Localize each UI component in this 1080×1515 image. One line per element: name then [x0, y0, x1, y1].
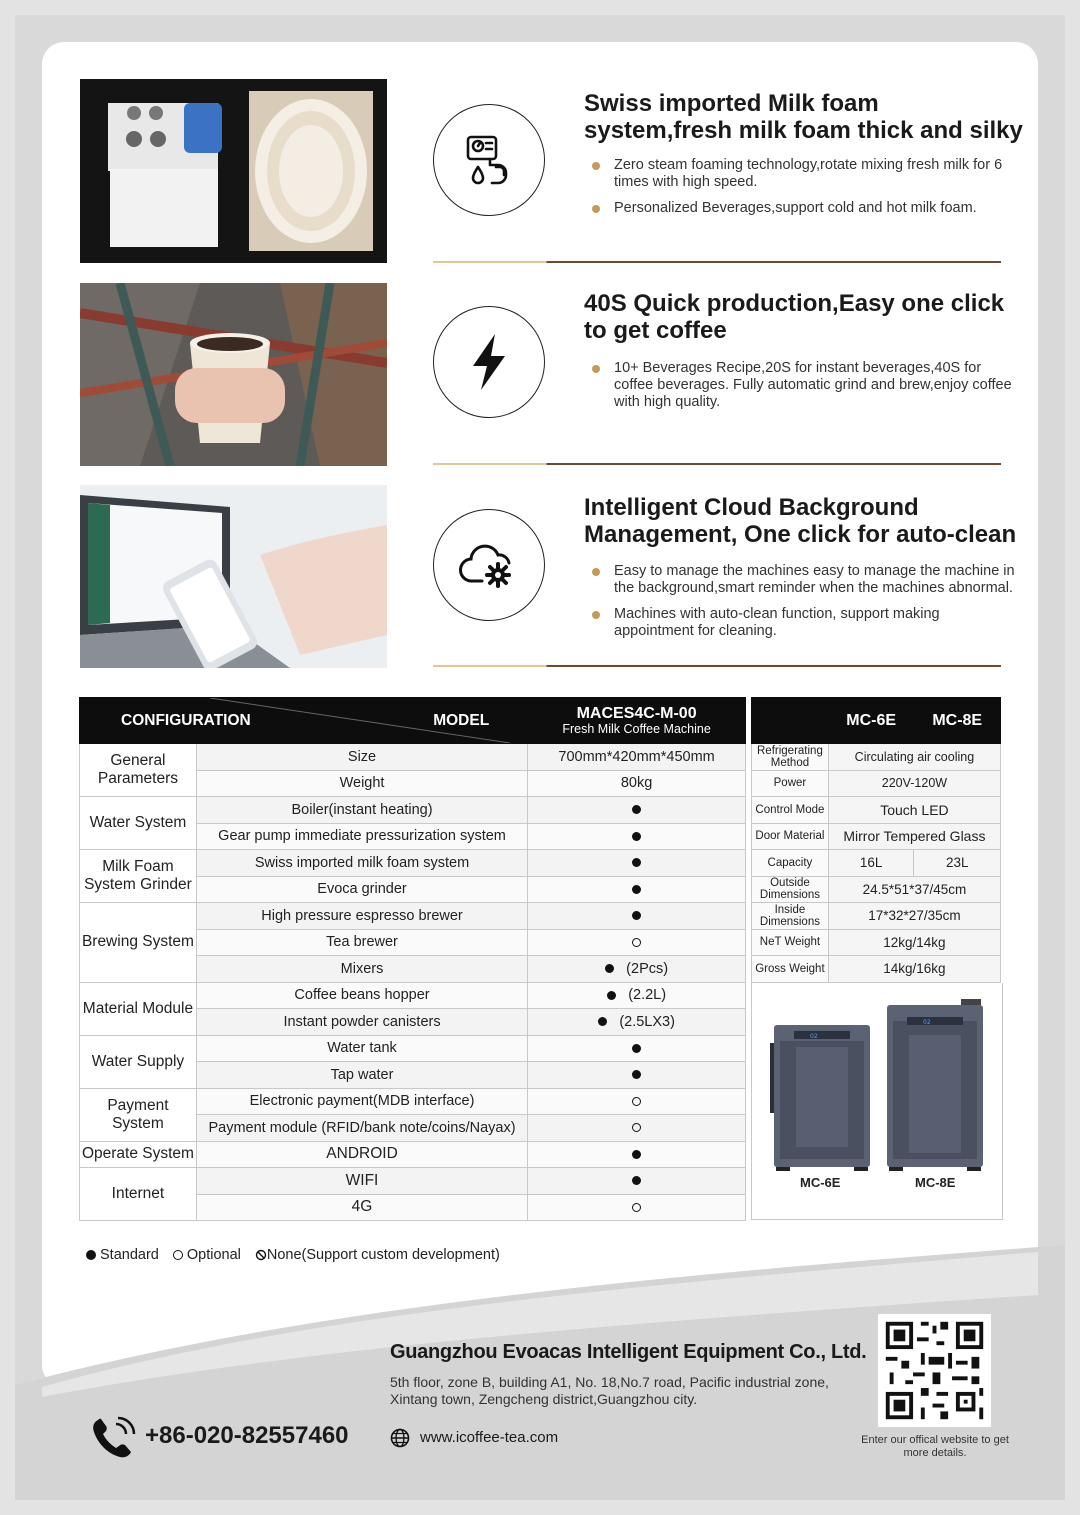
legend-standard-label: Standard [100, 1247, 159, 1263]
legend-none-label: None(Support custom development) [266, 1247, 500, 1263]
item-cell: Swiss imported milk foam system [196, 850, 527, 877]
configuration-table [79, 697, 746, 1221]
item-cell: Instant powder canisters [196, 1009, 527, 1036]
item-cell: Tea brewer [196, 929, 527, 956]
lightning-bolt-icon [433, 306, 545, 418]
feature-bullet: Zero steam foaming technology,rotate mixing fresh milk for 6 times with high speed. [592, 157, 1022, 191]
table-row [752, 876, 1001, 903]
corner-cell [752, 698, 829, 744]
item-cell: Electronic payment(MDB interface) [196, 1088, 527, 1115]
group-label: Milk Foam System Grinder [80, 850, 197, 903]
cloud-gear-icon [433, 509, 545, 621]
mc8e-image-label: MC-8E [915, 1175, 956, 1190]
fridge-spec-table [751, 697, 1001, 983]
spec-label: Control Mode [752, 797, 829, 824]
model-name: MACES4C-M-00 [576, 705, 697, 722]
spec-value: 23L [914, 850, 1001, 877]
item-cell: ANDROID [196, 1141, 527, 1168]
item-cell: High pressure espresso brewer [196, 903, 527, 930]
table-row [752, 850, 1001, 877]
table-row [80, 1168, 746, 1195]
item-cell: Mixers [196, 956, 527, 983]
mc8e-header: MC-8E [914, 698, 1001, 744]
milk-foam-system-icon [433, 104, 545, 216]
model-desc: Fresh Milk Coffee Machine [562, 722, 711, 736]
table-row [752, 744, 1001, 771]
standard-mark [598, 1017, 607, 1026]
spec-label: Inside Dimensions [752, 903, 829, 930]
standard-mark [632, 832, 641, 841]
group-label: Water System [80, 797, 197, 850]
standard-mark [632, 885, 641, 894]
feature-bullet: 10+ Beverages Recipe,20S for instant beverages,40S for coffee beverages. Fully automatic grind and brew,enjoy coffee with high quality. [592, 360, 1022, 411]
value-cell: 700mm*420mm*450mm [528, 744, 746, 771]
optional-mark [632, 1203, 641, 1212]
mc8e-display: 02 [923, 1019, 931, 1026]
item-cell: WIFI [196, 1168, 527, 1195]
spec-label: NeT Weight [752, 929, 829, 956]
standard-mark [605, 964, 614, 973]
spec-label: Capacity [752, 850, 829, 877]
table-row [80, 1141, 746, 1168]
value-note: (2Pcs) [626, 960, 669, 977]
table-row [80, 1088, 746, 1115]
feature-bullets [592, 563, 1022, 649]
coffee-cup-photo [80, 283, 387, 466]
spec-value: Mirror Tempered Glass [828, 823, 1000, 850]
standard-mark [632, 911, 641, 920]
spec-value: Touch LED [828, 797, 1000, 824]
mc6e-header: MC-6E [828, 698, 914, 744]
table-header-config [80, 698, 528, 744]
phone-icon [92, 1416, 136, 1458]
standard-mark [632, 858, 641, 867]
value-note: (2.5LX3) [619, 1013, 675, 1030]
feature-bullet: Easy to manage the machines easy to manage the machine in the background,smart reminder when the machines abnormal. [592, 563, 1022, 597]
item-cell: Weight [196, 770, 527, 797]
globe-icon [390, 1428, 410, 1448]
table-row [80, 1035, 746, 1062]
spec-value: 24.5*51*37/45cm [828, 876, 1000, 903]
mc8e-fridge-image [887, 999, 983, 1171]
item-cell: Size [196, 744, 527, 771]
mc6e-fridge-image [770, 1025, 870, 1171]
item-cell: Payment module (RFID/bank note/coins/Nayax) [196, 1115, 527, 1142]
spec-label: Door Material [752, 823, 829, 850]
qr-code[interactable] [878, 1314, 991, 1427]
table-row [752, 929, 1001, 956]
table-row [752, 903, 1001, 930]
standard-mark [632, 1176, 641, 1185]
spec-label: Gross Weight [752, 956, 829, 983]
mc6e-image-label: MC-6E [800, 1175, 841, 1190]
legend-optional-label: Optional [186, 1247, 241, 1263]
model-label: MODEL [433, 712, 490, 729]
group-label: Payment System [80, 1088, 197, 1141]
feature-title: Swiss imported Milk foam system,fresh milk foam thick and silky [584, 90, 1023, 144]
table-row [752, 823, 1001, 850]
standard-mark [632, 1070, 641, 1079]
cloud-management-photo [80, 485, 387, 668]
group-label: Operate System [80, 1141, 197, 1168]
model-header [528, 698, 746, 744]
table-row [80, 850, 746, 877]
standard-mark [632, 1150, 641, 1159]
spec-value: 220V-120W [828, 770, 1000, 797]
table-row [752, 797, 1001, 824]
item-cell: Boiler(instant heating) [196, 797, 527, 824]
feature-bullets [592, 360, 1022, 420]
table-row [80, 982, 746, 1009]
feature-title: 40S Quick production,Easy one click to get coffee [584, 290, 1005, 344]
spec-value: 17*32*27/35cm [828, 903, 1000, 930]
group-label: General Parameters [80, 744, 197, 797]
table-row [80, 744, 746, 771]
divider [433, 463, 1001, 465]
fridge-images [751, 983, 1003, 1220]
item-cell: Coffee beans hopper [196, 982, 527, 1009]
spec-value: Circulating air cooling [828, 744, 1000, 771]
optional-mark [632, 938, 641, 947]
mc6e-display: 02 [810, 1033, 818, 1040]
qr-caption: Enter our offical website to get more details. [861, 1434, 1009, 1459]
standard-mark [632, 805, 641, 814]
group-label: Water Supply [80, 1035, 197, 1088]
divider [433, 261, 1001, 263]
item-cell: 4G [196, 1194, 527, 1221]
divider [433, 665, 1001, 667]
company-name: Guangzhou Evoacas Intelligent Equipment Co., Ltd. [390, 1341, 867, 1363]
item-cell: Tap water [196, 1062, 527, 1089]
item-cell: Evoca grinder [196, 876, 527, 903]
value-note: (2.2L) [628, 987, 667, 1004]
feature-bullet: Personalized Beverages,support cold and hot milk foam. [592, 200, 1022, 217]
company-address: 5th floor, zone B, building A1, No. 18,No.7 road, Pacific industrial zone, Xintang town, Zengcheng district,Guangzhou city. [390, 1374, 829, 1407]
spec-value: 12kg/14kg [828, 929, 1000, 956]
table-row [752, 956, 1001, 983]
optional-mark [632, 1097, 641, 1106]
standard-mark [607, 991, 616, 1000]
group-label: Internet [80, 1168, 197, 1221]
value-cell: 80kg [528, 770, 746, 797]
website-link[interactable]: www.icoffee-tea.com [420, 1429, 559, 1446]
spec-label: Refrigerating Method [752, 744, 829, 771]
spec-value: 14kg/16kg [828, 956, 1000, 983]
spec-label: Outside Dimensions [752, 876, 829, 903]
item-cell: Gear pump immediate pressurization system [196, 823, 527, 850]
config-label: CONFIGURATION [121, 712, 251, 729]
milk-foam-photo [80, 79, 387, 263]
feature-title: Intelligent Cloud Background Management, One click for auto-clean [584, 494, 1017, 548]
table-row [80, 797, 746, 824]
group-label: Brewing System [80, 903, 197, 983]
table-row [752, 770, 1001, 797]
table-row [80, 903, 746, 930]
standard-mark [632, 1044, 641, 1053]
optional-mark [632, 1123, 641, 1132]
feature-bullets [592, 157, 1022, 226]
feature-bullet: Machines with auto-clean function, support making appointment for cleaning. [592, 606, 1022, 640]
group-label: Material Module [80, 982, 197, 1035]
phone-number[interactable]: +86-020-82557460 [145, 1422, 349, 1449]
item-cell: Water tank [196, 1035, 527, 1062]
spec-value: 16L [828, 850, 914, 877]
spec-label: Power [752, 770, 829, 797]
